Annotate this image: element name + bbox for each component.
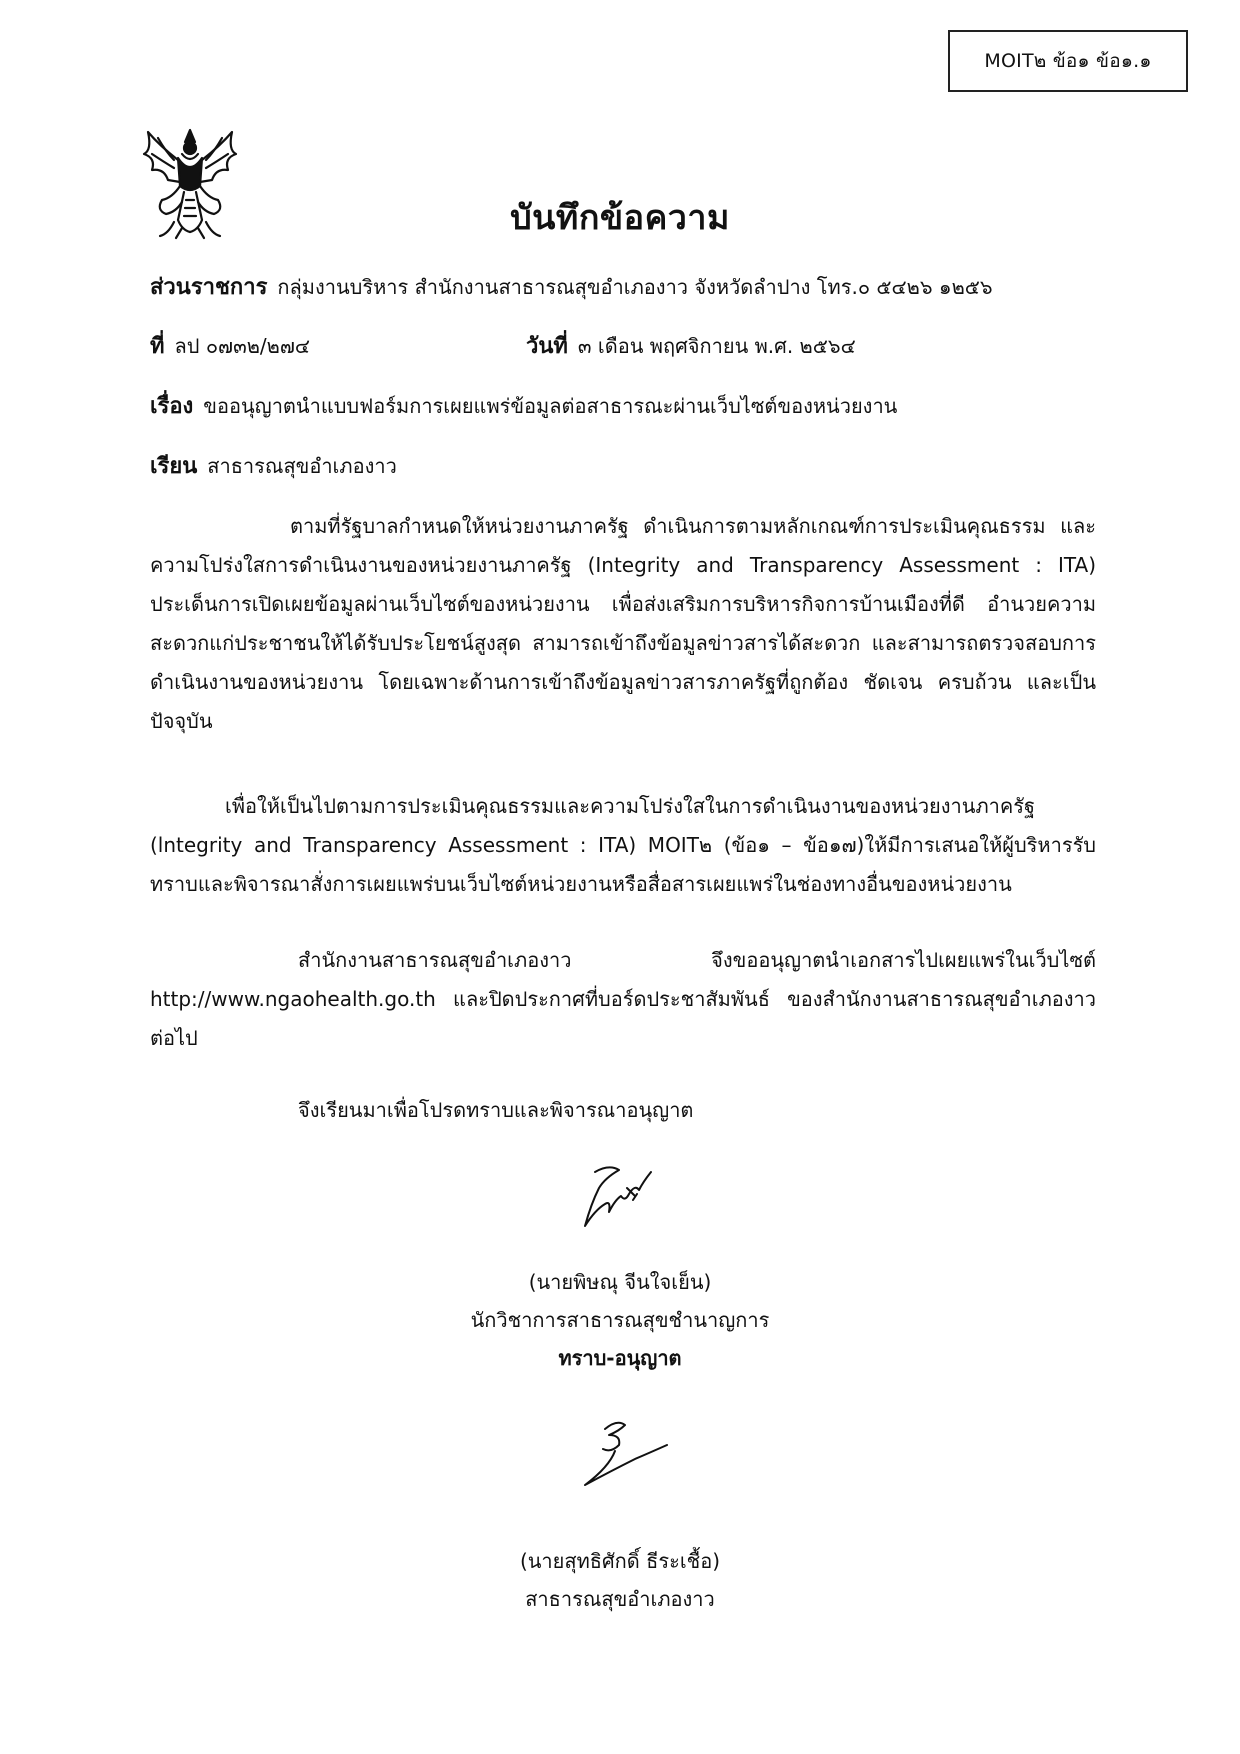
signer-2-block [0,1542,1240,1618]
date-line [526,332,856,361]
subject-line [150,392,897,421]
signer-1-position: นักวิชาการสาธารณสุขชำนาญการ [470,1308,770,1332]
recipient-value: สาธารณสุขอำเภองาว [207,454,397,478]
signer-2-name: (นายสุทธิศักดิ์ ธีระเชื้อ) [519,1549,721,1573]
approval-note: ทราบ-อนุญาต [558,1346,682,1370]
subject-label: เรื่อง [150,394,194,419]
date-value: ๓ เดือน พฤศจิกายน พ.ศ. ๒๕๖๔ [577,334,856,358]
document-code-label: MOIT๒ ข้อ๑ ข้อ๑.๑ [984,50,1152,72]
recipient-line [150,452,397,481]
date-label: วันที่ [526,334,568,359]
body-paragraph-3 [150,941,1096,1058]
signer-1-name: (นายพิษณุ จีนใจเย็น) [528,1270,712,1294]
signature-2 [575,1415,675,1495]
subject-value: ขออนุญาตนำแบบฟอร์มการเผยแพร่ข้อมูลต่อสาธารณะผ่านเว็บไซต์ของหน่วยงาน [203,394,898,418]
document-code-box [948,30,1188,92]
memo-title: บันทึกข้อความ [510,198,730,238]
signature-1 [565,1160,675,1240]
body-paragraph-1-text: ตามที่รัฐบาลกำหนดให้หน่วยงานภาครัฐ ดำเนินการตามหลักเกณฑ์การประเมินคุณธรรม และความโปร่งใสการดำเนินงานของหน่วยงานภาครัฐ (Integrity and Transparency Assessment : ITA) ประเด็นการเปิดเผยข้อมูลผ่านเว็บไซต์ของหน่วยงาน เพื่อส่งเสริมการบริหารกิจการบ้านเมืองที่ดี อำนวยความสะดวกแก่ประชาชนให้ได้รับประโยชน์สูงสุด สามารถเข้าถึงข้อมูลข่าวสารได้สะดวก และสามารถตรวจสอบการดำเนินงานของหน่วยงาน โดยเฉพาะด้านการเข้าถึงข้อมูลข่าวสารภาครัฐที่ถูกต้อง ชัดเจน ครบถ้วน และเป็นปัจจุบัน [150,514,1096,733]
agency-label: ส่วนราชการ [150,275,268,300]
body-paragraph-1 [150,507,1096,741]
reference-value: ลป ๐๗๓๒/๒๗๔ [174,334,311,358]
recipient-label: เรียน [150,454,198,479]
closing-paragraph [150,1091,1096,1130]
reference-label: ที่ [150,334,165,359]
agency-value: กลุ่มงานบริหาร สำนักงานสาธารณสุขอำเภองาว จังหวัดลำปาง โทร.๐ ๕๔๒๖ ๑๒๕๖ [277,275,993,299]
body-paragraph-3-text: สำนักงานสาธารณสุขอำเภองาว จึงขออนุญาตนำเอกสารไปเผยแพร่ในเว็บไซต์ http://www.ngaohealth.go.th และปิดประกาศที่บอร์ดประชาสัมพันธ์ ของสำนักงานสาธารณสุขอำเภองาว ต่อไป [150,948,1096,1050]
closing-text: จึงเรียนมาเพื่อโปรดทราบและพิจารณาอนุญาต [298,1098,694,1122]
reference-line [150,332,310,361]
body-paragraph-2-text: เพื่อให้เป็นไปตามการประเมินคุณธรรมและความโปร่งใสในการดำเนินงานของหน่วยงานภาครัฐ (lntegrity and Transparency Assessment : ITA) MOIT๒ (ข้อ๑ – ข้อ๑๗)ให้มีการเสนอให้ผู้บริหารรับทราบและพิจารณาสั่งการเผยแพร่บนเว็บไซต์หน่วยงานหรือสื่อสารเผยแพร่ในช่องทางอื่นของหน่วยงาน [150,794,1096,896]
signer-2-position: สาธารณสุขอำเภองาว [525,1587,715,1611]
signer-1-block [0,1263,1240,1377]
agency-line [150,273,993,302]
body-paragraph-2 [150,787,1096,904]
